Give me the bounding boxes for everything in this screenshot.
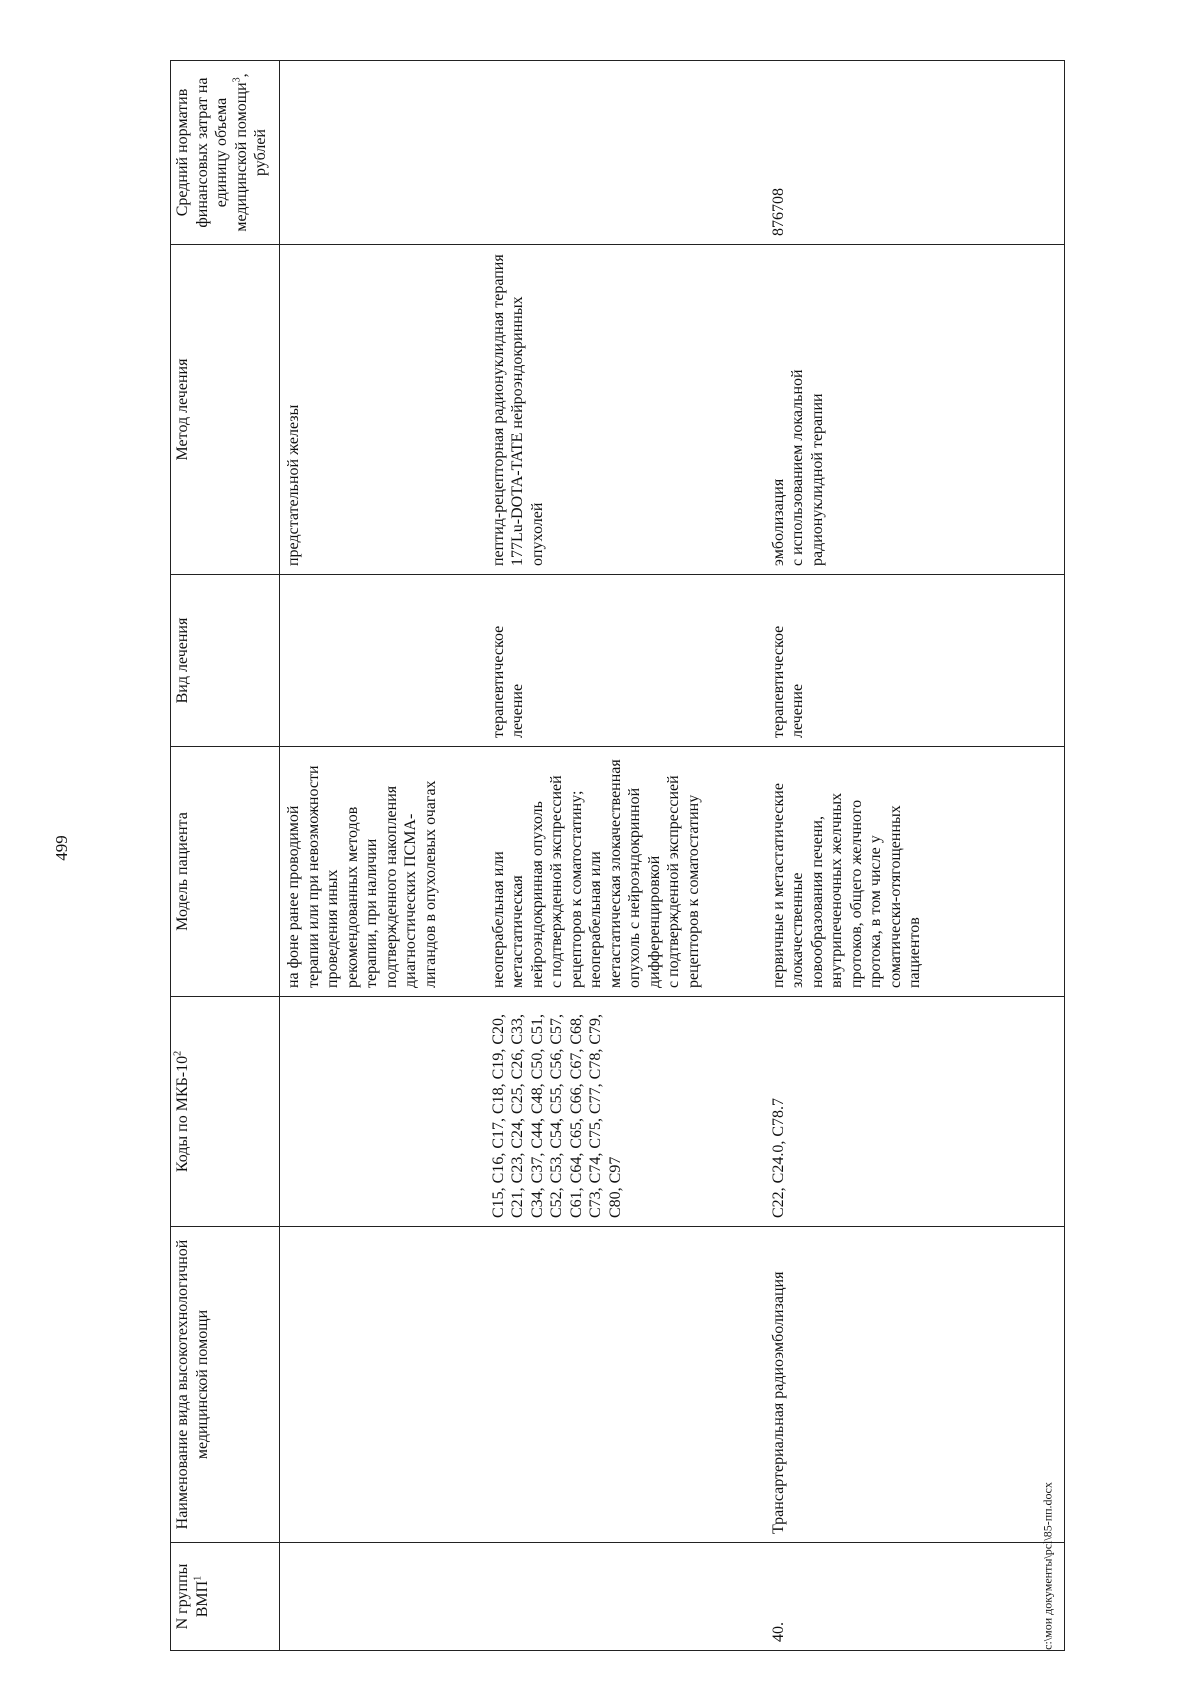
table-row	[280, 61, 485, 1651]
header-model: Модель пациента	[171, 747, 280, 997]
cell-method: пептид-рецепторная радионуклидная терапия 177Lu-DOTA-TATE нейроэндокринных опухолей	[485, 245, 765, 575]
table-row	[485, 61, 765, 1651]
footer-file-path: c:\мои документы\pcl\85-пп.docx	[1040, 1482, 1055, 1650]
header-n-group: N группы ВМП$^1$	[171, 1543, 280, 1651]
cell-cost	[485, 61, 765, 245]
table-row	[765, 61, 1065, 1651]
cell-vid	[280, 575, 485, 747]
cell-cost	[280, 61, 485, 245]
vmp-table	[170, 60, 1065, 1651]
cell-model: на фоне ранее проводимой терапии или при невозможности проведения иных рекомендованных методов терапии, при наличии подтвержденного накопления диагностических ПСМА-лигандов в опухолевых очагах	[280, 747, 485, 997]
header-codes: Коды по МКБ-$10^2$	[171, 997, 280, 1227]
header-method: Метод лечения	[171, 245, 280, 575]
page-number: 499	[52, 835, 71, 861]
cell-name: Трансартериальная радиоэмболизация	[765, 1227, 1065, 1543]
cell-method: предстательной железы	[280, 245, 485, 575]
cell-codes: C15, C16, C17, C18, C19, C20, C21, C23, C24, C25, C26, C33, C34, C37, C44, C48, C50, C51, C52, C53, C54, C55, C56, C57, C61, C64, C65, C66, C67, C68, C73, C74, C75, C77, C78, C79, C80, C97	[485, 997, 765, 1227]
cell-vid: терапевтическое лечение	[765, 575, 1065, 747]
cell-vid: терапевтическое лечение	[485, 575, 765, 747]
cell-method: эмболизация с использованием локальной радионуклидной терапии	[765, 245, 1065, 575]
cell-n	[485, 1543, 765, 1651]
cell-cost: 876708	[765, 61, 1065, 245]
cell-n	[280, 1543, 485, 1651]
rotated-page-content	[170, 61, 1070, 1651]
cell-name	[485, 1227, 765, 1543]
cell-name	[280, 1227, 485, 1543]
cell-n: 40.	[765, 1543, 1065, 1651]
header-cost: Средний норматив финансовых затрат на единицу объема медицинской помощи$^3$, рублей	[171, 61, 280, 245]
table-header-row	[171, 61, 280, 1651]
cell-codes	[280, 997, 485, 1227]
header-name: Наименование вида высокотехнологичной медицинской помощи	[171, 1227, 280, 1543]
cell-model: первичные и метастатические злокачественные новообразования печени, внутрипеченочных желчных протоков, общего желчного протока, в том числе у соматически-отягощенных пациентов	[765, 747, 1065, 997]
header-vid: Вид лечения	[171, 575, 280, 747]
cell-model: неоперабельная или метастатическая нейроэндокринная опухоль с подтвержденной экспрессией рецепторов к соматостатину; неоперабельная или метастатическая злокачественная опухоль с нейроэндокринной дифференцировкой с подтвержденной экспрессией рецепторов к соматостатину	[485, 747, 765, 997]
cell-codes: C22, C24.0, C78.7	[765, 997, 1065, 1227]
